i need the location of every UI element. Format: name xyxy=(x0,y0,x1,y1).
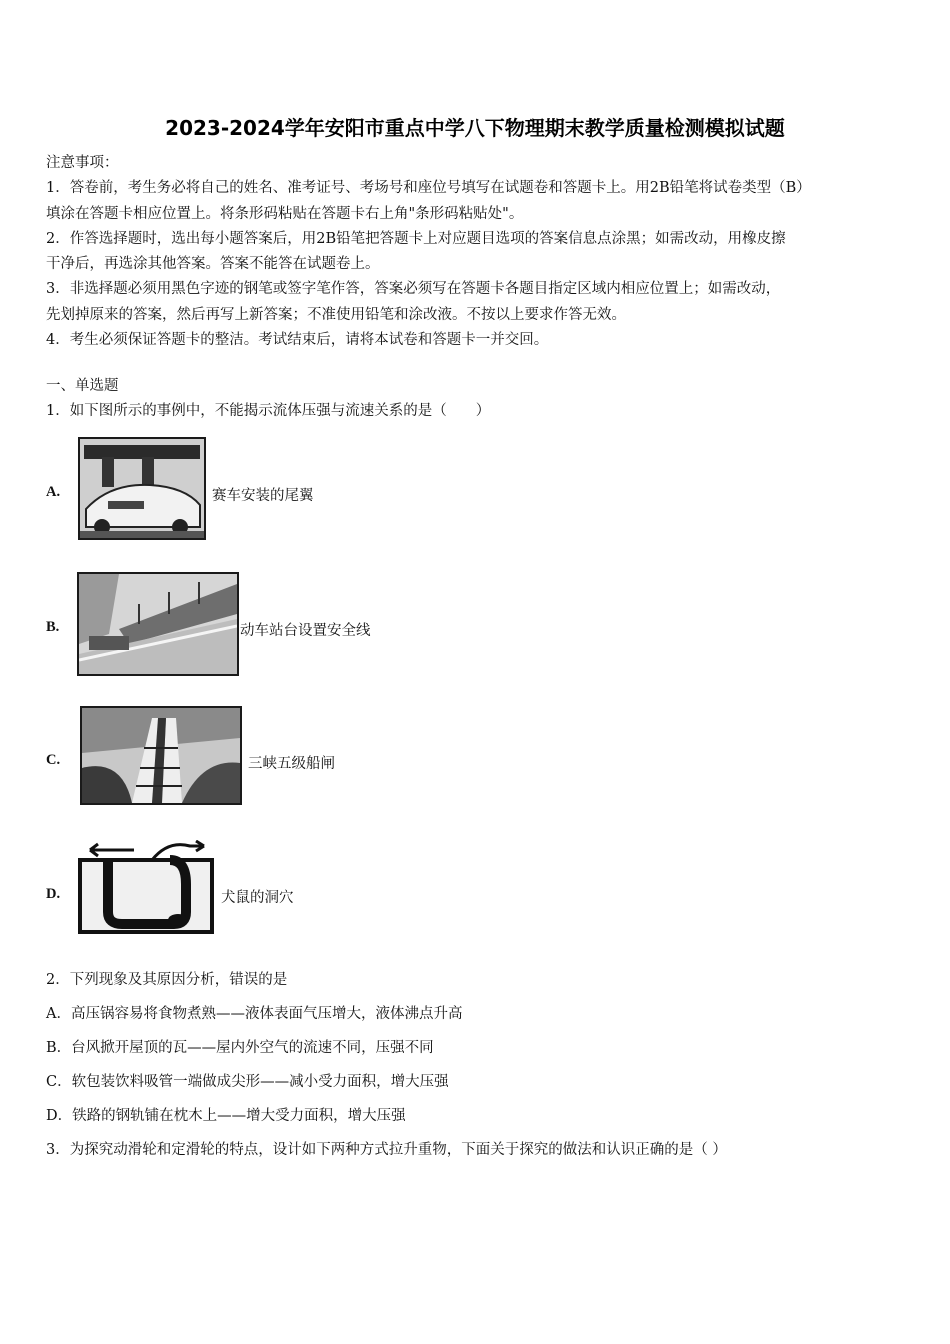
option-a-label: A. xyxy=(46,484,61,500)
option-d-text: 犬鼠的洞穴 xyxy=(221,890,294,906)
notice-line: 先划掉原来的答案，然后再写上新答案；不准使用铅笔和涂改液。不按以上要求作答无效。 xyxy=(46,306,626,323)
section-heading: 一、单选题 xyxy=(46,378,119,394)
question-2-option-c: C．软包装饮料吸管一端做成尖形——减小受力面积，增大压强 xyxy=(46,1074,449,1090)
notice-line: 1．答卷前，考生务必将自己的姓名、准考证号、考场号和座位号填写在试题卷和答题卡上。用2B铅笔将试卷类型（B） xyxy=(46,180,811,197)
train-platform-image xyxy=(77,572,239,676)
prairie-dog-burrow-image xyxy=(78,840,214,934)
question-2-option-d: D．铁路的钢轨铺在枕木上——增大受力面积，增大压强 xyxy=(46,1108,406,1124)
notice-line: 3．非选择题必须用黑色字迹的钢笔或签字笔作答，答案必须写在答题卡各题目指定区域内相应位置上；如需改动， xyxy=(46,281,781,298)
option-b-text: 动车站台设置安全线 xyxy=(240,623,371,639)
ship-lock-image xyxy=(80,706,242,805)
notice-heading: 注意事项： xyxy=(46,155,119,171)
option-b-label: B. xyxy=(46,619,60,635)
option-c-text: 三峡五级船闸 xyxy=(248,756,335,772)
question-2-stem: 2．下列现象及其原因分析，错误的是 xyxy=(46,972,288,988)
notice-block xyxy=(46,151,906,353)
option-a-text: 赛车安装的尾翼 xyxy=(212,488,314,504)
question-2-option-a: A．高压锅容易将食物煮熟——液体表面气压增大，液体沸点升高 xyxy=(46,1006,463,1022)
page-title: 2023-2024学年安阳市重点中学八下物理期末教学质量检测模拟试题 xyxy=(165,116,785,140)
race-car-wing-image xyxy=(78,437,206,540)
notice-line: 2．作答选择题时，选出每小题答案后，用2B铅笔把答题卡上对应题目选项的答案信息点涂黑；如需改动，用橡皮擦 xyxy=(46,230,786,247)
notice-line: 干净后，再选涂其他答案。答案不能答在试题卷上。 xyxy=(46,256,380,273)
question-2-option-b: B．台风掀开屋顶的瓦——屋内外空气的流速不同，压强不同 xyxy=(46,1040,434,1056)
question-1-stem: 1．如下图所示的事例中，不能揭示流体压强与流速关系的是（ ） xyxy=(46,403,491,419)
option-c-label: C. xyxy=(46,752,61,768)
question-3-stem: 3．为探究动滑轮和定滑轮的特点，设计如下两种方式拉升重物，下面关于探究的做法和认识正确的是（ ） xyxy=(46,1142,727,1158)
notice-line: 填涂在答题卡相应位置上。将条形码粘贴在答题卡右上角"条形码粘贴处"。 xyxy=(46,205,524,222)
option-d-label: D. xyxy=(46,886,61,902)
notice-line: 4．考生必须保证答题卡的整洁。考试结束后，请将本试卷和答题卡一并交回。 xyxy=(46,332,549,349)
